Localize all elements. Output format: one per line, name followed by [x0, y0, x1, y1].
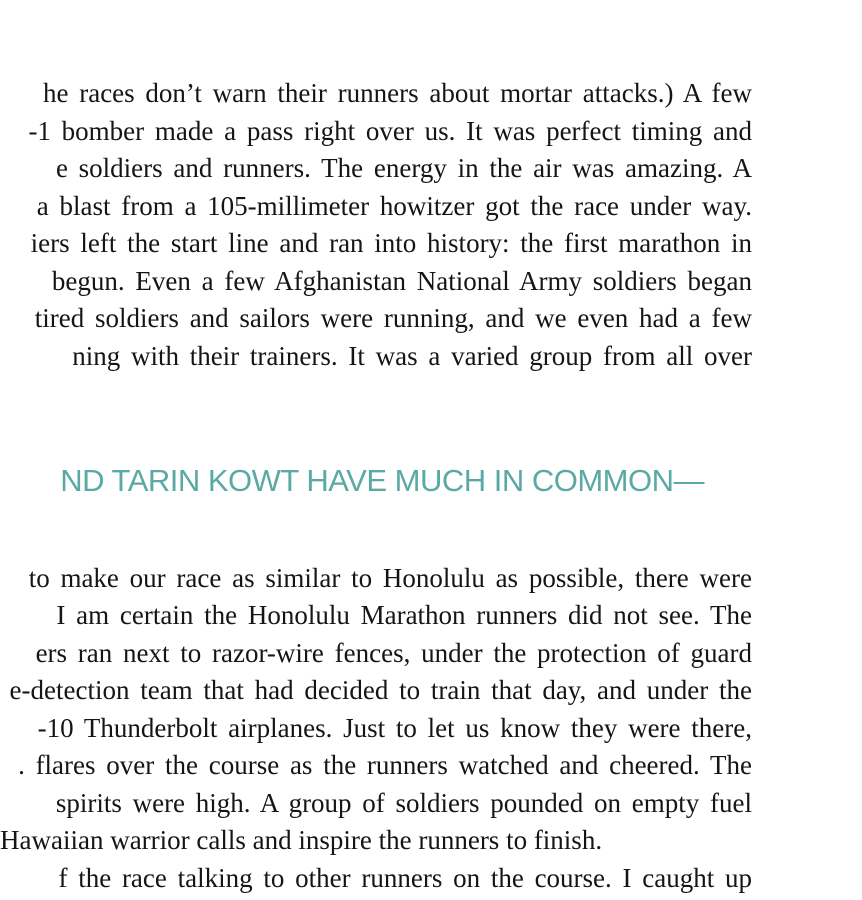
body-text-line: he races don’t warn their runners about mortar attacks.) A few [42, 78, 752, 108]
body-text-line: ning with their trainers. It was a varied group from all over [72, 341, 752, 371]
body-text-line: I am certain the Honolulu Marathon runners did not see. The [56, 600, 752, 630]
body-text-line: f the race talking to other runners on the course. I caught up [58, 863, 752, 893]
body-text-line: tired soldiers and sailors were running, and we even had a few [34, 303, 752, 333]
body-text-line: e soldiers and runners. The energy in the air was amazing. A [55, 153, 752, 183]
body-text-line: ers ran next to razor-wire fences, under the protection of guard [35, 638, 752, 668]
body-text-line: e-detection team that had decided to train that day, and under the [9, 675, 752, 705]
body-text-line: . flares over the course as the runners watched and cheered. The [18, 750, 752, 780]
body-text-line: iers left the start line and ran into history: the first marathon in [30, 228, 752, 258]
body-text-line: spirits were high. A group of soldiers pounded on empty fuel [55, 788, 752, 818]
body-text-line: -10 Thunderbolt airplanes. Just to let us know they were there, [37, 713, 752, 743]
section-heading: ND TARIN KOWT HAVE MUCH IN COMMON— [60, 463, 704, 498]
body-text-line: -1 bomber made a pass right over us. It was perfect timing and [28, 116, 752, 146]
body-text-line: a blast from a 105-millimeter howitzer got the race under way. [36, 191, 752, 221]
body-text-line: to make our race as similar to Honolulu as possible, there were [28, 563, 752, 593]
body-text-line: Hawaiian warrior calls and inspire the runners to finish. [0, 825, 603, 855]
body-text-line: begun. Even a few Afghanistan National Army soldiers began [51, 266, 752, 296]
